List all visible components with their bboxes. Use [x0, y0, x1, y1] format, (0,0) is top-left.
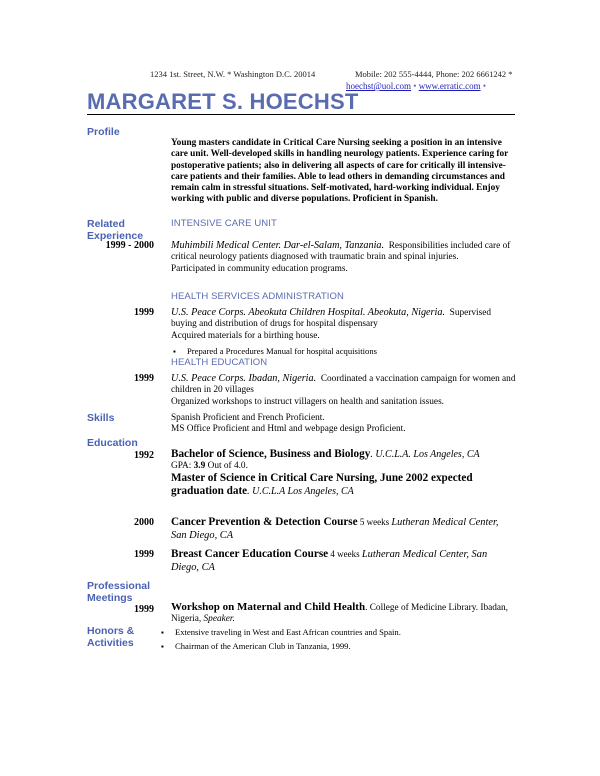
- profile-heading: Profile: [87, 126, 120, 138]
- course-place: Lutheran Medical Center, San Diego, CA: [171, 549, 488, 573]
- phone-line: Mobile: 202 555-4444, Phone: 202 6661242 *: [355, 69, 513, 79]
- skill-line: Spanish Proficient and French Proficient.: [171, 413, 325, 423]
- education-heading: Education: [87, 437, 138, 449]
- course-title: Breast Cancer Education Course: [171, 548, 329, 560]
- job-employer: U.S. Peace Corps. Abeokuta Children Hospital. Abeokuta, Nigeria.: [171, 307, 445, 318]
- job-title: HEALTH EDUCATION: [171, 357, 268, 368]
- job-date: 1999: [134, 307, 154, 318]
- profile-text: Young masters candidate in Critical Care Nursing seeking a position in an intensive care unit. Well-developed skills in handling neurology patients. Experience caring for postoperative patients; also in delivering all aspects of care for critically ill intensive-care patients and their families. Able to lead others in demanding circumstances and remain calm in stressful situations. Self-motivated, hard-working individual. Enjoy working with public and diverse populations. Proficient in Spanish.: [171, 138, 509, 205]
- meeting-venue: . College of Medicine Library. Ibadan, Nigeria,: [171, 603, 509, 625]
- job-description: [171, 240, 516, 275]
- job-description: [171, 307, 516, 357]
- skill-line: MS Office Proficient and Html and webpage design Proficient.: [171, 424, 406, 435]
- job-employer: U.S. Peace Corps. Ibadan, Nigeria.: [171, 373, 317, 384]
- address-line: 1234 1st. Street, N.W. * Washington D.C. 20014: [150, 69, 316, 79]
- list-item: ▪ Chairman of the American Club in Tanzania, 1999.: [159, 641, 516, 652]
- page-title: MARGARET S. HOECHST: [87, 89, 359, 114]
- gpa-value: 3.9: [193, 461, 206, 471]
- degree-title: Bachelor of Science, Business and Biology: [171, 448, 371, 460]
- experience-heading: Related Experience: [87, 218, 144, 242]
- course-duration: 4 weeks: [328, 549, 362, 559]
- education-entry: [171, 548, 516, 574]
- degree-title: Master of Science in Critical Care Nursing, June 2002 expected graduation date: [171, 472, 473, 498]
- job-description: [171, 373, 516, 408]
- contact-links: [346, 81, 486, 91]
- separator: •: [411, 81, 419, 91]
- school-name: . U.C.L.A. Los Angeles, CA: [370, 449, 480, 460]
- education-date: 1999: [134, 549, 154, 560]
- meetings-heading: Professional Meetings: [87, 580, 151, 604]
- job-desc: Coordinated a vaccination campaign for women and children in 20 villages: [171, 374, 516, 396]
- email-link[interactable]: hoechst@uol.com: [346, 81, 412, 91]
- school-name: . U.C.L.A Los Angeles, CA: [247, 486, 354, 498]
- education-entry: [171, 448, 516, 498]
- gpa-label: GPA:: [171, 461, 194, 471]
- meeting-date: 1999: [134, 604, 154, 615]
- meeting-title: Workshop on Maternal and Child Health: [171, 601, 366, 613]
- job-extra: Acquired materials for a birthing house.: [171, 330, 320, 341]
- skills-list: [171, 413, 516, 436]
- header-divider: [87, 114, 515, 115]
- course-place: Lutheran Medical Center, San Diego, CA: [171, 517, 499, 541]
- honors-heading: Honors & Activities: [87, 625, 135, 649]
- meeting-role: Speaker.: [203, 614, 235, 625]
- education-date: 2000: [134, 517, 154, 528]
- course-title: Cancer Prevention & Detection Course: [171, 516, 358, 528]
- course-duration: 5 weeks: [357, 517, 392, 527]
- job-desc: Supervised buying and distribution of drugs for hospital dispensary: [171, 308, 491, 330]
- education-date: 1992: [134, 450, 154, 461]
- honors-list: [159, 627, 516, 652]
- list-item: ▪ Extensive traveling in West and East African countries and Spain.: [159, 627, 516, 638]
- job-title: HEALTH SERVICES ADMINISTRATION: [171, 291, 344, 302]
- website-link[interactable]: www.erratic.com: [418, 81, 481, 91]
- job-date: 1999 - 2000: [105, 240, 154, 251]
- job-employer: Muhimbili Medical Center. Dar-el-Salam, Tanzania.: [171, 240, 385, 251]
- education-entry: [171, 516, 516, 542]
- job-date: 1999: [134, 373, 154, 384]
- gpa-rest: Out of 4.0.: [205, 461, 248, 471]
- skills-heading: Skills: [87, 412, 115, 424]
- job-title: INTENSIVE CARE UNIT: [171, 218, 277, 229]
- list-item: ▪ Prepared a Procedures Manual for hospital acquisitions: [171, 346, 516, 357]
- separator: •: [480, 81, 486, 91]
- meeting-entry: [171, 602, 516, 626]
- job-extra: Organized workshops to instruct villagers on health and sanitation issues.: [171, 396, 445, 407]
- job-desc: Responsibilities included care of critical neurology patients diagnosed with traumatic brain and spinal injuries.: [171, 241, 511, 263]
- job-extra: Participated in community education programs.: [171, 263, 348, 274]
